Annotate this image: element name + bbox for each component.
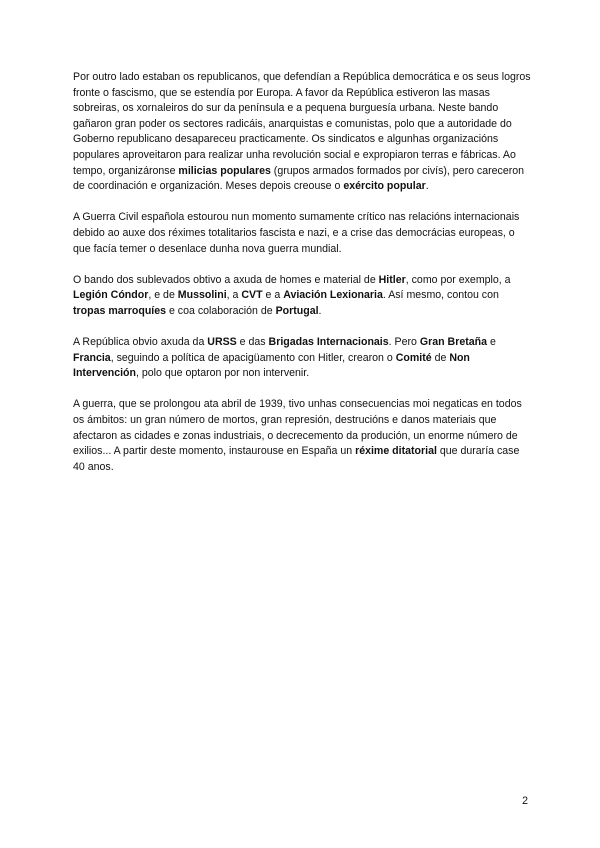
paragraph <box>73 397 533 475</box>
text-segment: A guerra, que se prolongou ata abril de 1939, tivo unhas consecuencias moi negaticas en todos os ámbitos: un gran número de mortos, gran represión, destrucións e danos materiais que afectaron as cidades e zonas industriais, o decrecemento da produción, un enorme número de exilios... A partir deste momento, instaurouse en España un <box>73 398 522 458</box>
text-segment: , e de <box>148 289 178 302</box>
bold-term: Aviación Lexionaria <box>283 289 383 302</box>
text-segment: e a <box>262 289 284 302</box>
paragraph <box>73 70 533 195</box>
text-segment: . Pero <box>388 336 420 349</box>
paragraph <box>73 210 533 257</box>
text-segment: , como por exemplo, a <box>405 273 511 286</box>
page-number: 2 <box>522 795 528 807</box>
text-segment: , a <box>226 289 242 302</box>
text-segment: Por outro lado estaban os republicanos, que defendían a República democrática e os seus logros fronte o fascismo, que se estendía por Europa. A favor da República estiveron las masas sobreiras, os xornaleiros do sur da península e a pequena burguesía urbana. Neste bando gañaron gran poder os sectores radicáis, anarquistas e comunistas, polo que a autoridade do Goberno republicano desapareceu practicamente. Os sindicatos e algunhas organizacións populares aproveitaron para realizar unha revolución social e expropiaron terras e fábricas. Ao tempo, organizáronse <box>73 71 531 177</box>
paragraph <box>73 273 533 320</box>
bold-term: Hitler <box>378 273 406 286</box>
text-segment: (grupos armados formados por civís), pero careceron de coordinación e organización. Meses depois creouse o <box>73 164 525 193</box>
text-segment: A República obvio axuda da <box>73 336 208 349</box>
bold-term: URSS <box>207 336 237 349</box>
text-segment: . <box>425 180 429 193</box>
text-segment: . <box>318 304 322 317</box>
bold-term: Comité <box>395 351 432 364</box>
text-segment: de <box>431 351 450 364</box>
text-segment: O bando dos sublevados obtivo a axuda de homes e material de <box>73 273 379 286</box>
text-segment: , seguindo a política de apacigüamento con Hitler, crearon o <box>110 351 396 364</box>
bold-term: Gran Bretaña <box>419 336 487 349</box>
text-segment: , polo que optaron por non intervenir. <box>136 367 310 380</box>
text-segment: . Así mesmo, contou con <box>382 289 499 302</box>
bold-term: Legión Cóndor <box>73 289 149 302</box>
bold-term: CVT <box>241 289 263 302</box>
bold-term: réxime ditatorial <box>355 445 437 458</box>
paragraph <box>73 335 533 382</box>
bold-term: Non Intervención <box>73 351 470 380</box>
document-body <box>73 70 533 491</box>
text-segment: e coa colaboración de <box>166 304 276 317</box>
bold-term: tropas marroquíes <box>73 304 167 317</box>
bold-term: Francia <box>73 351 111 364</box>
bold-term: exército popular <box>343 180 426 193</box>
bold-term: Portugal <box>275 304 319 317</box>
bold-term: milicias populares <box>178 164 271 177</box>
text-segment: A Guerra Civil española estourou nun momento sumamente crítico nas relacións internacionais debido ao auxe dos réximes totalitarios fascista e nazi, e a crise das democrácias europeas, o que facía temer o desenlace dunha nova guerra mundial. <box>73 211 520 255</box>
bold-term: Mussolini <box>177 289 227 302</box>
text-segment: e <box>487 336 496 349</box>
text-segment: e das <box>236 336 269 349</box>
text-segment: que duraría case 40 anos. <box>73 445 520 473</box>
bold-term: Brigadas Internacionais <box>268 336 389 349</box>
